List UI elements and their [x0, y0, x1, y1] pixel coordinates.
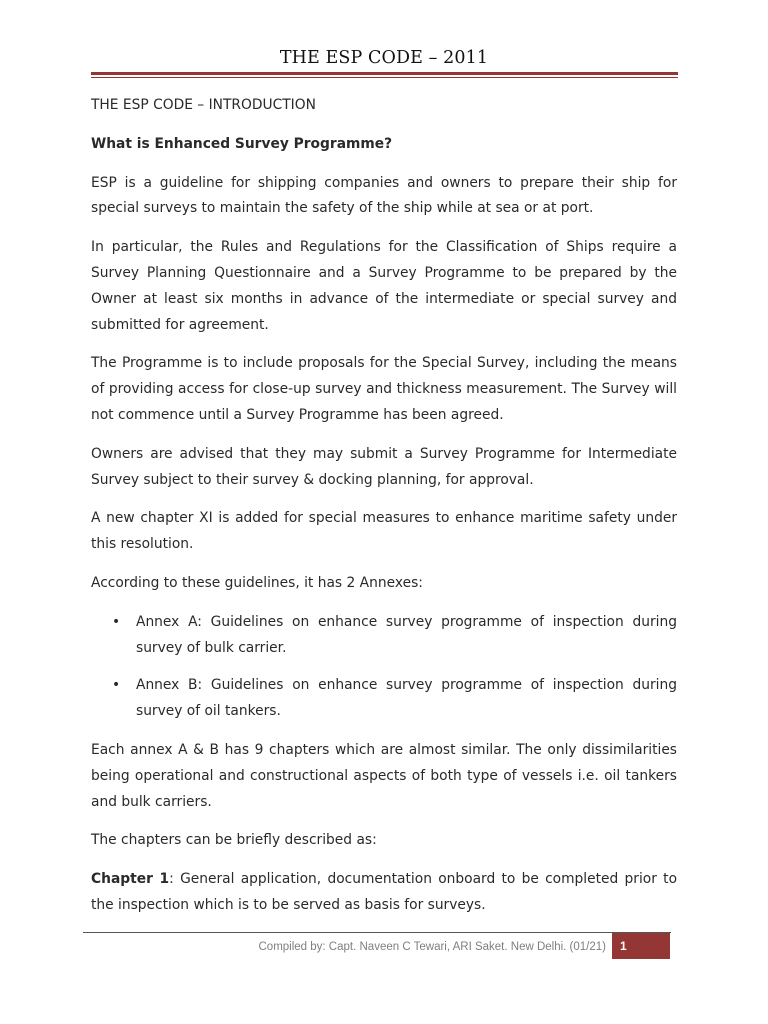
annex-list [91, 610, 677, 725]
annex-b-text: Annex B: Guidelines on enhance survey programme of inspection during survey of oil tankers. [136, 677, 677, 720]
paragraph: ESP is a guideline for shipping companies and owners to prepare their ship for special surveys to maintain the safety of the ship while at sea or at port. [91, 174, 677, 217]
paragraph: In particular, the Rules and Regulations for the Classification of Ships require a Survey Planning Questionnaire and a Survey Programme to be prepared by the Owner at least six months in advance of the intermediate or special survey and submitted for agreement. [91, 239, 677, 333]
footer-compiled-by: Compiled by: Capt. Naveen C Tewari, ARI Saket. New Delhi. (01/21) [258, 941, 606, 953]
header-rule-thick [91, 72, 678, 75]
chapter-1-text: : General application, documentation onboard to be completed prior to the inspection which is to be served as basis for surveys. [91, 871, 678, 913]
chapter-1-paragraph [91, 867, 677, 919]
paragraph: Each annex A & B has 9 chapters which are almost similar. The only dissimilarities being operational and constructional aspects of both type of vessels i.e. oil tankers and bulk carriers. [91, 741, 677, 810]
paragraph: Owners are advised that they may submit a Survey Programme for Intermediate Survey subject to their survey & docking planning, for approval. [91, 445, 677, 488]
list-item [91, 610, 677, 662]
section-title: THE ESP CODE – INTRODUCTION [91, 97, 316, 113]
paragraph: According to these guidelines, it has 2 Annexes: [91, 574, 423, 591]
chapter-1-label: Chapter 1 [91, 871, 170, 888]
footer-rule [83, 932, 671, 933]
page-header-title: THE ESP CODE – 2011 [279, 48, 489, 68]
page-number-badge: 1 [612, 933, 670, 959]
annex-a-text: Annex A: Guidelines on enhance survey programme of inspection during survey of bulk carrier. [136, 613, 677, 656]
list-item [91, 673, 677, 725]
bullet-icon: • [112, 613, 121, 630]
paragraph: The chapters can be briefly described as: [91, 832, 377, 849]
bullet-icon: • [112, 677, 121, 694]
paragraph: The Programme is to include proposals for the Special Survey, including the means of providing access for close-up survey and thickness measurement. The Survey will not commence until a Survey Programme has been agreed. [91, 355, 677, 423]
paragraph: A new chapter XI is added for special measures to enhance maritime safety under this resolution. [91, 510, 677, 553]
document-body [91, 93, 677, 932]
subheading: What is Enhanced Survey Programme? [91, 135, 393, 152]
header-rule-thin [91, 77, 678, 78]
